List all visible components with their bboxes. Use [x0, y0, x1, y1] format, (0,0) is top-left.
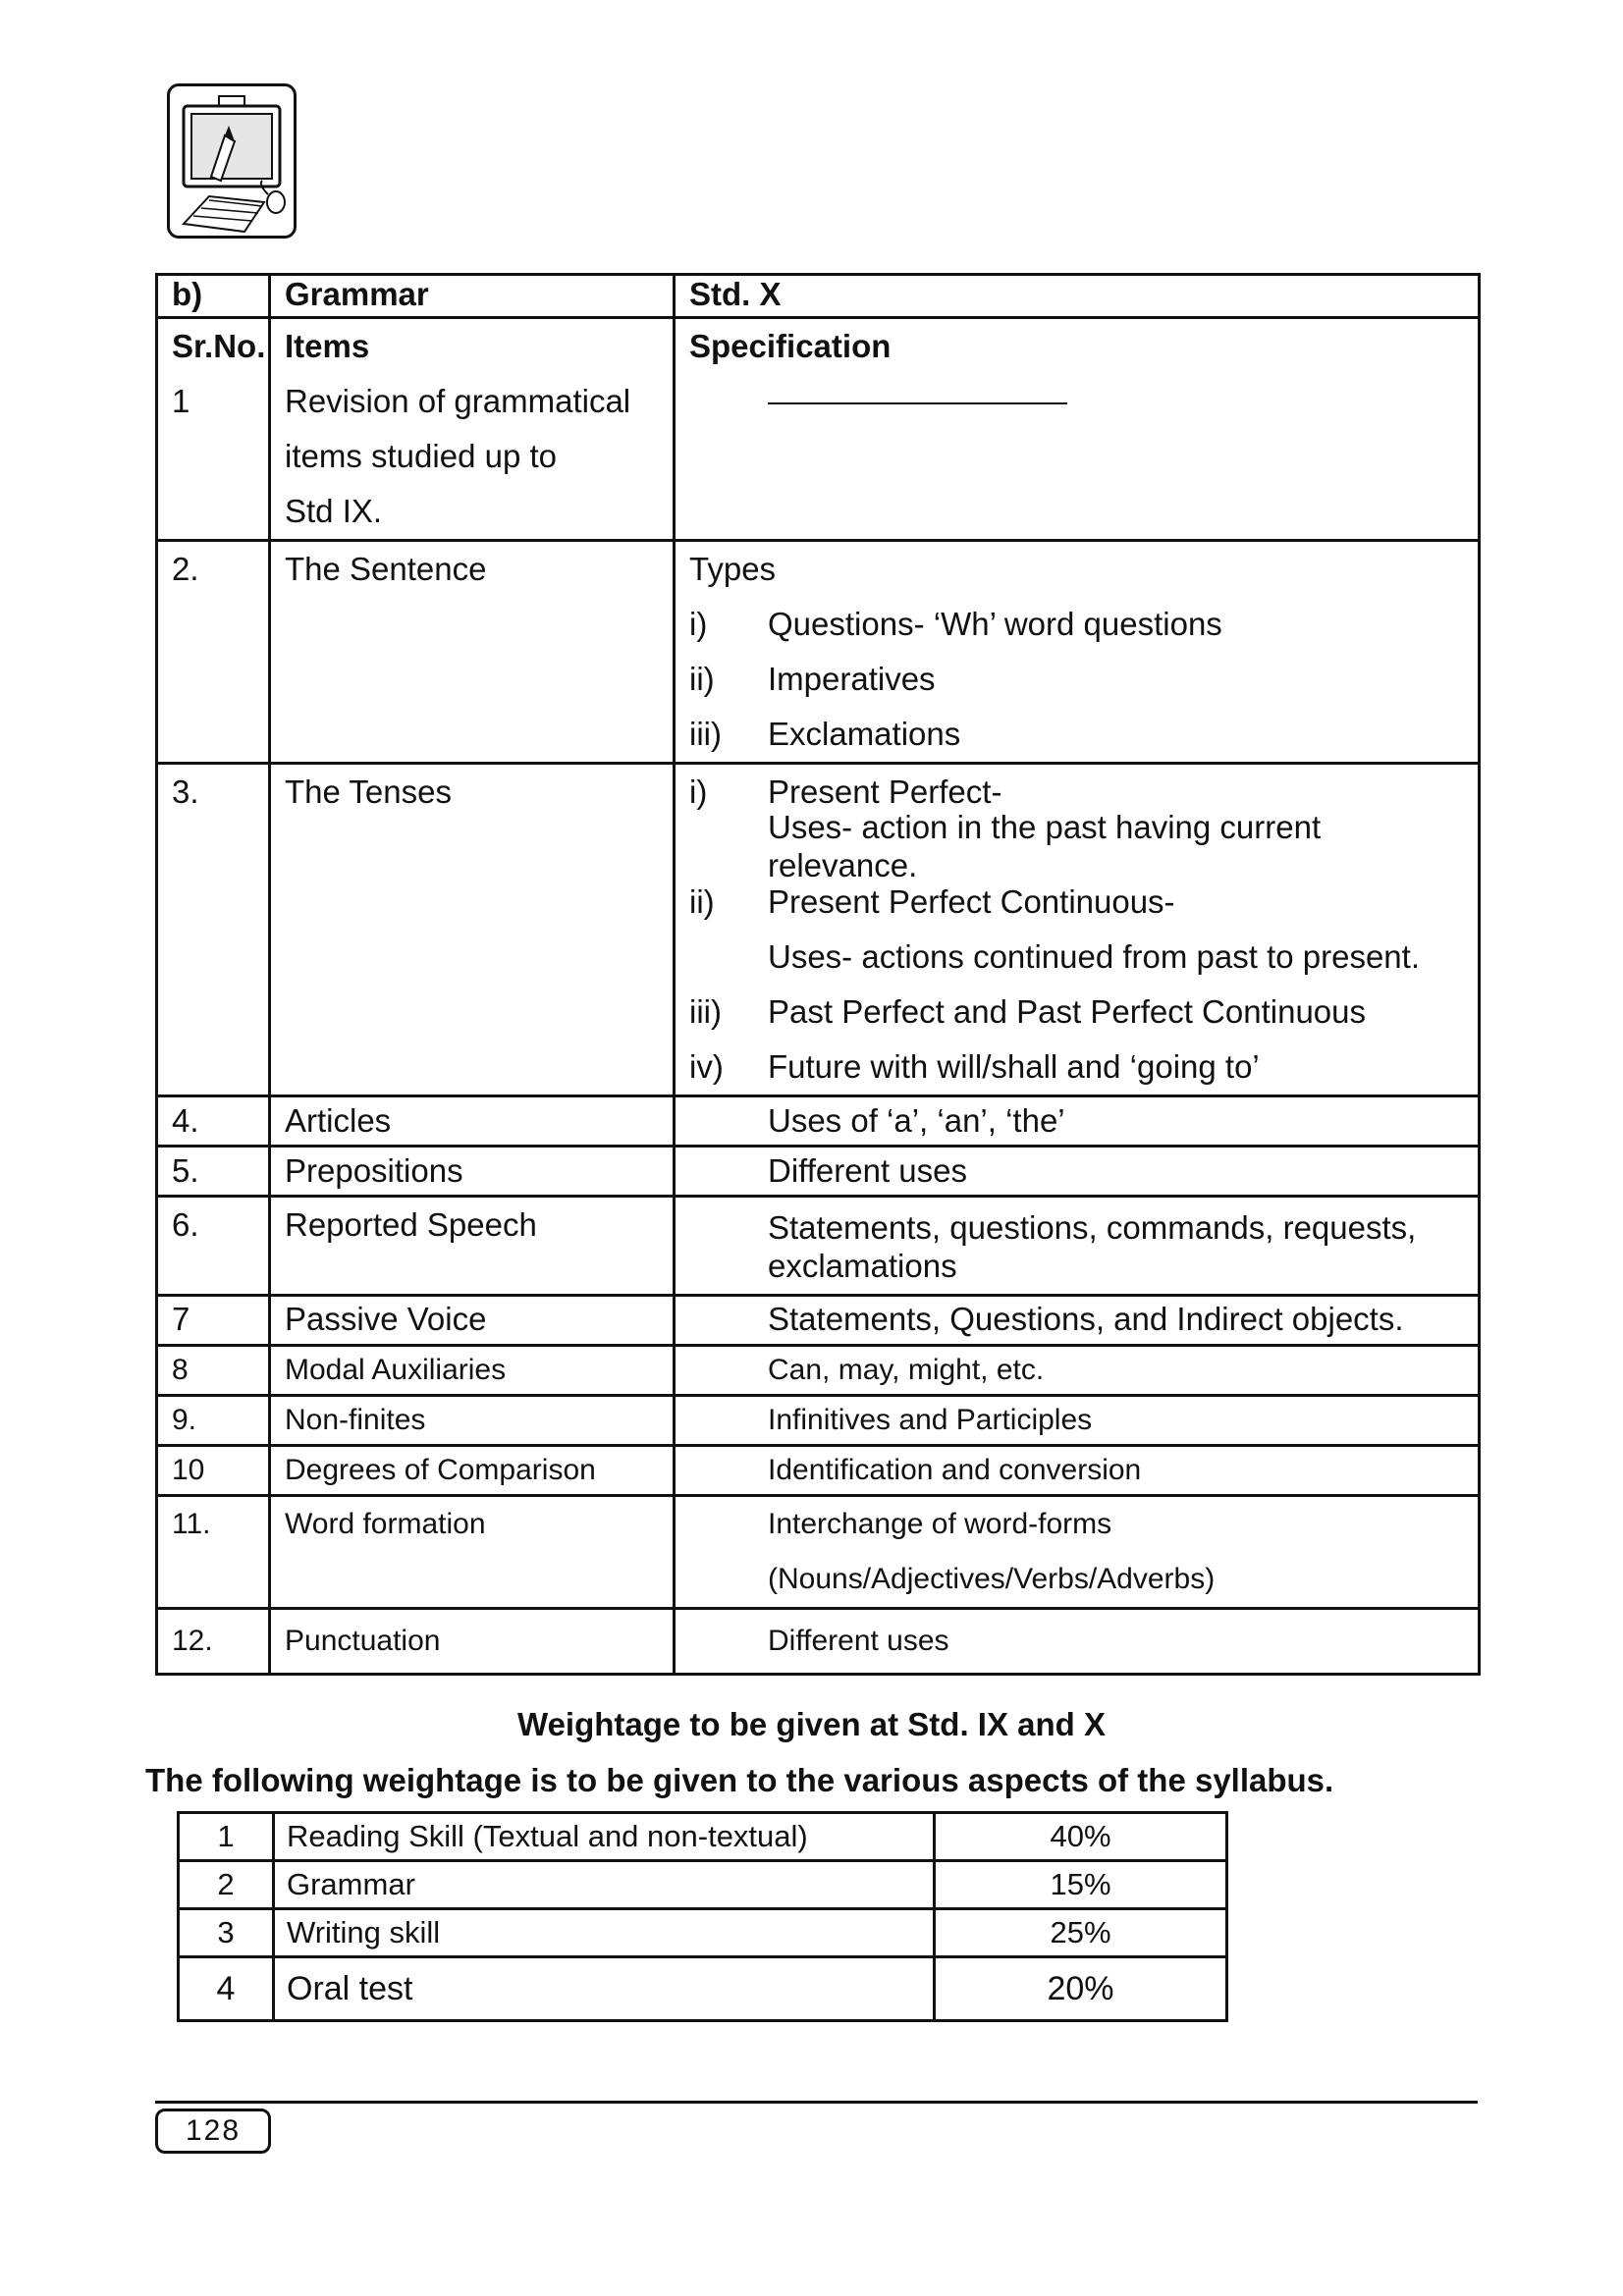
- section-label: b): [157, 275, 270, 318]
- item-text: Degrees of Comparison: [285, 1454, 596, 1487]
- spec-numeral: iii): [689, 715, 722, 752]
- table-row: [157, 1608, 1480, 1674]
- spec-text: Uses of ‘a’, ‘an’, ‘the’: [768, 1101, 1065, 1139]
- item-text: The Tenses: [285, 773, 452, 810]
- page-number: 128: [155, 2109, 271, 2154]
- spec-text: (Nouns/Adjectives/Verbs/Adverbs): [768, 1563, 1216, 1596]
- table-row: [157, 1345, 1480, 1395]
- footer-divider: [155, 2101, 1478, 2104]
- table-row: [157, 1096, 1480, 1147]
- table-row: [157, 1295, 1480, 1345]
- weightage-table: [177, 1811, 1228, 2022]
- spec-numeral: iv): [689, 1047, 724, 1085]
- table-row: [179, 1957, 1227, 2021]
- table-row: [157, 318, 1480, 541]
- spec-title: Types: [689, 550, 777, 587]
- spec-text: Present Perfect-: [768, 773, 1002, 810]
- item-text: Std IX.: [285, 492, 383, 529]
- spec-numeral: i): [689, 605, 708, 642]
- spec-cell: [675, 764, 1480, 1096]
- row-number: 8: [172, 1354, 189, 1387]
- grammar-table: [155, 273, 1481, 1676]
- column-header-items: Items: [285, 327, 370, 364]
- grammar-table-header-row: [157, 275, 1480, 318]
- spec-cell: [675, 541, 1480, 764]
- weightage-aspect: Oral test: [274, 1957, 935, 2021]
- weightage-no: 3: [179, 1909, 274, 1957]
- table-row: [157, 1395, 1480, 1445]
- row-number: 12.: [172, 1625, 213, 1658]
- item-text: Passive Voice: [285, 1301, 487, 1338]
- item-text: Prepositions: [285, 1151, 463, 1189]
- blank-dash: [689, 374, 1464, 429]
- items-column: [270, 318, 675, 541]
- item-text: The Sentence: [285, 550, 487, 587]
- item-text: Non-finites: [285, 1404, 426, 1437]
- weightage-aspect: Writing skill: [274, 1909, 935, 1957]
- table-row: [157, 1147, 1480, 1197]
- row-number: 1: [172, 382, 190, 419]
- table-row: [179, 1861, 1227, 1909]
- item-text: items studied up to: [285, 437, 557, 474]
- spec-text: Uses- action in the past having current relevance.: [768, 809, 1322, 883]
- standard-label: Std. X: [675, 275, 1480, 318]
- item-text: Modal Auxiliaries: [285, 1354, 507, 1387]
- row-number: 9.: [172, 1404, 197, 1437]
- spec-numeral: ii): [689, 660, 715, 697]
- spec-text: exclamations: [768, 1247, 957, 1284]
- spec-text: Imperatives: [768, 660, 936, 697]
- row-number: 4.: [172, 1101, 199, 1139]
- item-text: Punctuation: [285, 1625, 441, 1658]
- spec-text: Future with will/shall and ‘going to’: [768, 1047, 1260, 1085]
- weightage-title: Weightage to be given at Std. IX and X: [517, 1706, 1106, 1742]
- row-number: 7: [172, 1301, 190, 1338]
- spec-numeral: ii): [689, 882, 715, 920]
- spec-text: Exclamations: [768, 715, 961, 752]
- row-number: 6.: [172, 1205, 199, 1243]
- row-number: 5.: [172, 1151, 199, 1189]
- weightage-no: 2: [179, 1861, 274, 1909]
- row-number: 3.: [172, 773, 199, 810]
- table-row: [157, 541, 1480, 764]
- spec-text: Questions- ‘Wh’ word questions: [768, 605, 1222, 642]
- spec-text: Statements, questions, commands, requests,: [768, 1209, 1417, 1246]
- spec-text: Present Perfect Continuous-: [768, 882, 1175, 920]
- weightage-percent: 15%: [935, 1861, 1227, 1909]
- table-row: [179, 1813, 1227, 1861]
- table-row: [179, 1909, 1227, 1957]
- section-title: Grammar: [270, 275, 675, 318]
- weightage-no: 1: [179, 1813, 274, 1861]
- spec-text: Infinitives and Participles: [768, 1404, 1093, 1437]
- row-number: 2.: [172, 550, 199, 587]
- spec-text: Statements, Questions, and Indirect objects.: [768, 1301, 1404, 1338]
- table-row: [157, 764, 1480, 1096]
- column-header-srno: Sr.No.: [172, 327, 266, 364]
- spec-text: Past Perfect and Past Perfect Continuous: [768, 992, 1367, 1030]
- table-row: [157, 1495, 1480, 1608]
- item-text: Revision of grammatical: [285, 382, 631, 419]
- row-number: 10: [172, 1454, 205, 1487]
- spec-text: Different uses: [768, 1151, 967, 1189]
- spec-text: Identification and conversion: [768, 1454, 1142, 1487]
- table-row: [157, 1445, 1480, 1495]
- item-text: Reported Speech: [285, 1205, 537, 1243]
- weightage-aspect: Reading Skill (Textual and non-textual): [274, 1813, 935, 1861]
- spec-numeral: i): [689, 773, 708, 810]
- table-row: [157, 1197, 1480, 1296]
- spec-numeral: iii): [689, 992, 722, 1030]
- weightage-percent: 20%: [935, 1957, 1227, 2021]
- spec-column: [675, 318, 1480, 541]
- weightage-no: 4: [179, 1957, 274, 2021]
- weightage-aspect: Grammar: [274, 1861, 935, 1909]
- spec-text: Uses- actions continued from past to present.: [768, 937, 1420, 975]
- column-header-spec: Specification: [689, 327, 892, 364]
- weightage-percent: 40%: [935, 1813, 1227, 1861]
- item-text: Articles: [285, 1101, 392, 1139]
- weightage-percent: 25%: [935, 1909, 1227, 1957]
- item-text: Word formation: [285, 1508, 486, 1541]
- logo: [167, 83, 297, 239]
- computer-keyboard-mouse-pencil-icon: [170, 86, 299, 241]
- spec-text: Interchange of word-forms: [768, 1508, 1112, 1541]
- spec-text: Can, may, might, etc.: [768, 1354, 1045, 1387]
- srno-column: [157, 318, 270, 541]
- spec-text: Different uses: [768, 1625, 949, 1658]
- weightage-intro: The following weightage is to be given to the various aspects of the syllabus.: [145, 1762, 1334, 1798]
- row-number: 11.: [172, 1508, 211, 1541]
